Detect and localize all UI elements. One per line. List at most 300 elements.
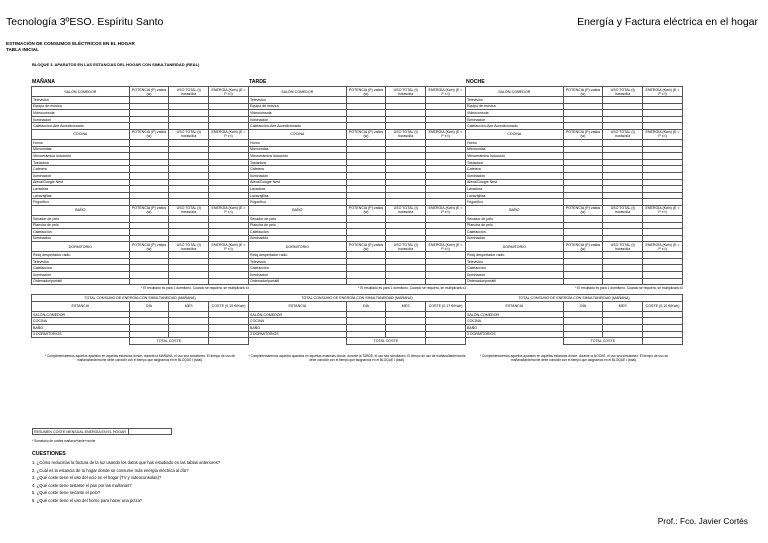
uso-cell[interactable] xyxy=(169,159,209,166)
potencia-cell[interactable] xyxy=(563,139,603,146)
dia-cell[interactable] xyxy=(346,325,386,332)
uso-cell[interactable] xyxy=(169,235,209,242)
total-coste-cell[interactable] xyxy=(643,338,683,345)
energia-cell[interactable] xyxy=(643,278,683,285)
uso-cell[interactable] xyxy=(386,139,426,146)
energia-cell[interactable] xyxy=(426,116,466,123)
uso-cell[interactable] xyxy=(169,166,209,173)
energia-cell[interactable] xyxy=(643,159,683,166)
potencia-cell[interactable] xyxy=(129,192,169,199)
uso-cell[interactable] xyxy=(386,229,426,236)
uso-cell[interactable] xyxy=(603,222,643,229)
energia-cell[interactable] xyxy=(209,179,249,186)
totals-row-label: 3 DORMITORIOS xyxy=(249,331,347,338)
potencia-cell[interactable] xyxy=(346,179,386,186)
appliance-label: Calefacción xyxy=(466,265,564,272)
dia-cell[interactable] xyxy=(129,331,169,338)
section-header: DORMITORIO xyxy=(249,242,347,252)
energia-cell[interactable] xyxy=(643,215,683,222)
uso-cell[interactable] xyxy=(169,172,209,179)
section-header: BAÑO xyxy=(466,205,564,215)
appliance-label: Cafetera xyxy=(466,166,564,173)
uso-cell[interactable] xyxy=(386,222,426,229)
potencia-cell[interactable] xyxy=(129,235,169,242)
energia-cell[interactable] xyxy=(209,110,249,117)
estimation-table xyxy=(248,86,466,285)
appliance-label: Calefacción-Aire Acondicionado xyxy=(32,123,130,130)
energia-cell[interactable] xyxy=(426,97,466,104)
uso-cell[interactable] xyxy=(603,166,643,173)
potencia-cell[interactable] xyxy=(563,146,603,153)
resumen-note: * Sumatorio de costes mañana+tarde+noche xyxy=(32,439,96,443)
header-energia: ENERGÍA (Kwh) (E = P x t) xyxy=(643,87,683,97)
energia-cell[interactable] xyxy=(426,146,466,153)
potencia-cell[interactable] xyxy=(563,116,603,123)
uso-cell[interactable] xyxy=(386,199,426,206)
potencia-cell[interactable] xyxy=(129,179,169,186)
potencia-cell[interactable] xyxy=(129,159,169,166)
potencia-cell[interactable] xyxy=(129,110,169,117)
uso-cell[interactable] xyxy=(169,139,209,146)
energia-cell[interactable] xyxy=(426,229,466,236)
dia-cell[interactable] xyxy=(346,311,386,318)
uso-cell[interactable] xyxy=(169,229,209,236)
energia-cell[interactable] xyxy=(643,123,683,130)
uso-cell[interactable] xyxy=(169,116,209,123)
energia-cell[interactable] xyxy=(426,278,466,285)
potencia-cell[interactable] xyxy=(563,186,603,193)
energia-cell[interactable] xyxy=(643,258,683,265)
totals-row-label: 3 DORMITORIOS xyxy=(466,331,564,338)
mes-cell[interactable] xyxy=(603,318,643,325)
uso-cell[interactable] xyxy=(603,146,643,153)
uso-cell[interactable] xyxy=(603,258,643,265)
coste-cell[interactable] xyxy=(426,325,466,332)
potencia-cell[interactable] xyxy=(346,172,386,179)
energia-cell[interactable] xyxy=(643,192,683,199)
mes-cell[interactable] xyxy=(386,318,426,325)
uso-cell[interactable] xyxy=(386,252,426,259)
uso-cell[interactable] xyxy=(169,97,209,104)
header-energia: ENERGÍA (Kwh) (E = P x t) xyxy=(643,242,683,252)
uso-cell[interactable] xyxy=(603,272,643,279)
energia-cell[interactable] xyxy=(643,166,683,173)
potencia-cell[interactable] xyxy=(129,199,169,206)
uso-cell[interactable] xyxy=(386,186,426,193)
energia-cell[interactable] xyxy=(426,272,466,279)
energia-cell[interactable] xyxy=(209,166,249,173)
uso-cell[interactable] xyxy=(169,272,209,279)
energia-cell[interactable] xyxy=(426,179,466,186)
potencia-cell[interactable] xyxy=(563,172,603,179)
uso-cell[interactable] xyxy=(603,116,643,123)
potencia-cell[interactable] xyxy=(563,199,603,206)
potencia-cell[interactable] xyxy=(563,278,603,285)
energia-cell[interactable] xyxy=(426,265,466,272)
potencia-cell[interactable] xyxy=(346,192,386,199)
mes-cell[interactable] xyxy=(169,331,209,338)
potencia-cell[interactable] xyxy=(129,215,169,222)
potencia-cell[interactable] xyxy=(346,103,386,110)
potencia-cell[interactable] xyxy=(129,97,169,104)
potencia-cell[interactable] xyxy=(563,97,603,104)
potencia-cell[interactable] xyxy=(129,103,169,110)
energia-cell[interactable] xyxy=(643,179,683,186)
energia-cell[interactable] xyxy=(209,97,249,104)
energia-cell[interactable] xyxy=(643,103,683,110)
potencia-cell[interactable] xyxy=(346,229,386,236)
energia-cell[interactable] xyxy=(426,199,466,206)
potencia-cell[interactable] xyxy=(563,153,603,160)
potencia-cell[interactable] xyxy=(346,123,386,130)
potencia-cell[interactable] xyxy=(563,215,603,222)
question-item: 6. ¿Qué coste tiene el uso del horno para hacer una pizza? xyxy=(32,497,143,503)
potencia-cell[interactable] xyxy=(563,252,603,259)
potencia-cell[interactable] xyxy=(563,272,603,279)
uso-cell[interactable] xyxy=(603,97,643,104)
coste-cell[interactable] xyxy=(643,331,683,338)
potencia-cell[interactable] xyxy=(346,153,386,160)
totals-title: TOTAL CONSUMO DE ENERGÍA CON SIMULTANEIDAD (MAÑANA) xyxy=(466,295,683,302)
energia-cell[interactable] xyxy=(209,235,249,242)
uso-cell[interactable] xyxy=(386,192,426,199)
uso-cell[interactable] xyxy=(603,123,643,130)
header-uso: USO TOTAL (t) horas/día xyxy=(603,242,643,252)
uso-cell[interactable] xyxy=(603,199,643,206)
totals-row-label: SALÓN-COMEDOR xyxy=(32,311,130,318)
energia-cell[interactable] xyxy=(643,186,683,193)
potencia-cell[interactable] xyxy=(346,186,386,193)
uso-cell[interactable] xyxy=(386,278,426,285)
potencia-cell[interactable] xyxy=(346,97,386,104)
potencia-cell[interactable] xyxy=(346,272,386,279)
uso-cell[interactable] xyxy=(169,222,209,229)
uso-cell[interactable] xyxy=(603,192,643,199)
uso-cell[interactable] xyxy=(386,159,426,166)
header-energia: ENERGÍA (Kwh) (E = P x t) xyxy=(426,129,466,139)
coste-cell[interactable] xyxy=(209,331,249,338)
potencia-cell[interactable] xyxy=(563,258,603,265)
question-item: 5. ¿Qué coste tiene secarse el pelo? xyxy=(32,490,101,496)
note-multiply: * El resultado es para 1 dormitorio. Cuando se requiera, se multiplicará x3 xyxy=(141,286,249,291)
uso-cell[interactable] xyxy=(603,215,643,222)
uso-cell[interactable] xyxy=(386,146,426,153)
energia-cell[interactable] xyxy=(643,235,683,242)
energia-cell[interactable] xyxy=(209,153,249,160)
energia-cell[interactable] xyxy=(209,229,249,236)
potencia-cell[interactable] xyxy=(563,265,603,272)
uso-cell[interactable] xyxy=(386,153,426,160)
appliance-label: Iluminación xyxy=(466,172,564,179)
uso-cell[interactable] xyxy=(169,153,209,160)
uso-cell[interactable] xyxy=(386,179,426,186)
mes-cell[interactable] xyxy=(169,311,209,318)
energia-cell[interactable] xyxy=(209,199,249,206)
potencia-cell[interactable] xyxy=(346,116,386,123)
coste-cell[interactable] xyxy=(643,325,683,332)
energia-cell[interactable] xyxy=(426,159,466,166)
energia-cell[interactable] xyxy=(209,222,249,229)
uso-cell[interactable] xyxy=(603,278,643,285)
energia-cell[interactable] xyxy=(643,252,683,259)
dia-cell[interactable] xyxy=(346,331,386,338)
totals-estancia-header: ESTANCIA xyxy=(32,301,130,311)
energia-cell[interactable] xyxy=(643,265,683,272)
potencia-cell[interactable] xyxy=(129,146,169,153)
energia-cell[interactable] xyxy=(426,110,466,117)
uso-cell[interactable] xyxy=(169,146,209,153)
uso-cell[interactable] xyxy=(386,116,426,123)
totals-row-label: COCINA xyxy=(32,318,130,325)
uso-cell[interactable] xyxy=(169,110,209,117)
potencia-cell[interactable] xyxy=(129,222,169,229)
potencia-cell[interactable] xyxy=(563,179,603,186)
energia-cell[interactable] xyxy=(643,110,683,117)
header-uso: USO TOTAL (t) horas/día xyxy=(386,129,426,139)
energia-cell[interactable] xyxy=(209,103,249,110)
uso-cell[interactable] xyxy=(169,192,209,199)
uso-cell[interactable] xyxy=(603,252,643,259)
energia-cell[interactable] xyxy=(426,215,466,222)
uso-cell[interactable] xyxy=(603,179,643,186)
uso-cell[interactable] xyxy=(169,265,209,272)
dia-cell[interactable] xyxy=(346,318,386,325)
energia-cell[interactable] xyxy=(426,123,466,130)
energia-cell[interactable] xyxy=(209,186,249,193)
uso-cell[interactable] xyxy=(169,179,209,186)
potencia-cell[interactable] xyxy=(346,222,386,229)
uso-cell[interactable] xyxy=(169,199,209,206)
potencia-cell[interactable] xyxy=(563,235,603,242)
potencia-cell[interactable] xyxy=(563,159,603,166)
uso-cell[interactable] xyxy=(386,166,426,173)
dia-cell[interactable] xyxy=(563,325,603,332)
potencia-cell[interactable] xyxy=(129,258,169,265)
dia-cell[interactable] xyxy=(129,325,169,332)
potencia-cell[interactable] xyxy=(129,272,169,279)
energia-cell[interactable] xyxy=(426,172,466,179)
mes-cell[interactable] xyxy=(603,331,643,338)
energia-cell[interactable] xyxy=(643,172,683,179)
mes-cell[interactable] xyxy=(169,325,209,332)
potencia-cell[interactable] xyxy=(563,166,603,173)
energia-cell[interactable] xyxy=(209,272,249,279)
coste-cell[interactable] xyxy=(426,331,466,338)
appliance-label: Cafetera xyxy=(32,166,130,173)
energia-cell[interactable] xyxy=(426,235,466,242)
energia-cell[interactable] xyxy=(209,265,249,272)
uso-cell[interactable] xyxy=(603,186,643,193)
potencia-cell[interactable] xyxy=(346,199,386,206)
coste-cell[interactable] xyxy=(209,318,249,325)
energia-cell[interactable] xyxy=(209,139,249,146)
coste-cell[interactable] xyxy=(426,318,466,325)
mes-cell[interactable] xyxy=(386,311,426,318)
energia-cell[interactable] xyxy=(643,272,683,279)
energia-cell[interactable] xyxy=(426,192,466,199)
potencia-cell[interactable] xyxy=(129,166,169,173)
potencia-cell[interactable] xyxy=(346,278,386,285)
resumen-value-cell[interactable] xyxy=(129,429,172,435)
header-energia: ENERGÍA (Kwh) (E = P x t) xyxy=(643,205,683,215)
uso-cell[interactable] xyxy=(603,229,643,236)
uso-cell[interactable] xyxy=(603,265,643,272)
potencia-cell[interactable] xyxy=(129,116,169,123)
uso-cell[interactable] xyxy=(169,123,209,130)
potencia-cell[interactable] xyxy=(129,265,169,272)
potencia-cell[interactable] xyxy=(346,235,386,242)
column-2 xyxy=(465,79,683,362)
dia-cell[interactable] xyxy=(563,318,603,325)
energia-cell[interactable] xyxy=(426,153,466,160)
question-item: 3. ¿Qué coste tiene el uso del ocio en el hogar (TV y videoconsolas)? xyxy=(32,475,162,481)
uso-cell[interactable] xyxy=(603,139,643,146)
uso-cell[interactable] xyxy=(603,235,643,242)
potencia-cell[interactable] xyxy=(129,139,169,146)
potencia-cell[interactable] xyxy=(346,215,386,222)
energia-cell[interactable] xyxy=(643,146,683,153)
energia-cell[interactable] xyxy=(209,215,249,222)
energia-cell[interactable] xyxy=(426,139,466,146)
header-uso: USO TOTAL (t) horas/día xyxy=(603,129,643,139)
uso-cell[interactable] xyxy=(603,153,643,160)
energia-cell[interactable] xyxy=(643,222,683,229)
uso-cell[interactable] xyxy=(386,103,426,110)
uso-cell[interactable] xyxy=(169,252,209,259)
disclaimer: * Cumplimentaremos aquellos aparatos en aquellas estancias donde, durante la TARDE, el uso sea simultáneo. El tiempo de uso de mañana/tarde/noche debe coincidir con el tiempo que asignamos en el BLOQUE I (total). xyxy=(248,353,466,363)
uso-cell[interactable] xyxy=(603,159,643,166)
appliance-label: Televisión xyxy=(249,97,347,104)
dia-cell[interactable] xyxy=(563,331,603,338)
potencia-cell[interactable] xyxy=(563,229,603,236)
uso-cell[interactable] xyxy=(386,97,426,104)
mes-cell[interactable] xyxy=(169,318,209,325)
energia-cell[interactable] xyxy=(209,278,249,285)
potencia-cell[interactable] xyxy=(129,172,169,179)
energia-cell[interactable] xyxy=(426,186,466,193)
uso-cell[interactable] xyxy=(169,258,209,265)
uso-cell[interactable] xyxy=(386,123,426,130)
energia-cell[interactable] xyxy=(426,103,466,110)
estimation-table xyxy=(31,86,249,285)
energia-cell[interactable] xyxy=(209,159,249,166)
uso-cell[interactable] xyxy=(386,258,426,265)
potencia-cell[interactable] xyxy=(346,166,386,173)
mes-cell[interactable] xyxy=(603,325,643,332)
uso-cell[interactable] xyxy=(169,278,209,285)
energia-cell[interactable] xyxy=(643,229,683,236)
energia-cell[interactable] xyxy=(209,123,249,130)
dia-cell[interactable] xyxy=(563,311,603,318)
energia-cell[interactable] xyxy=(209,172,249,179)
energia-cell[interactable] xyxy=(426,166,466,173)
appliance-label: Horno xyxy=(32,139,130,146)
energia-cell[interactable] xyxy=(643,97,683,104)
potencia-cell[interactable] xyxy=(563,123,603,130)
coste-cell[interactable] xyxy=(643,318,683,325)
mes-cell[interactable] xyxy=(386,325,426,332)
uso-cell[interactable] xyxy=(386,235,426,242)
energia-cell[interactable] xyxy=(209,192,249,199)
mes-cell[interactable] xyxy=(603,311,643,318)
uso-cell[interactable] xyxy=(386,110,426,117)
mes-cell[interactable] xyxy=(386,331,426,338)
uso-cell[interactable] xyxy=(386,215,426,222)
energia-cell[interactable] xyxy=(209,258,249,265)
total-coste-cell[interactable] xyxy=(209,338,249,345)
uso-cell[interactable] xyxy=(169,186,209,193)
potencia-cell[interactable] xyxy=(129,153,169,160)
potencia-cell[interactable] xyxy=(563,192,603,199)
appliance-label: Secador de pelo xyxy=(249,215,347,222)
potencia-cell[interactable] xyxy=(346,258,386,265)
potencia-cell[interactable] xyxy=(346,110,386,117)
potencia-cell[interactable] xyxy=(346,146,386,153)
potencia-cell[interactable] xyxy=(129,252,169,259)
totals-row-label: SALÓN-COMEDOR xyxy=(249,311,347,318)
potencia-cell[interactable] xyxy=(346,159,386,166)
appliance-label: Iluminación xyxy=(32,235,130,242)
energia-cell[interactable] xyxy=(426,222,466,229)
header-energia: ENERGÍA (Kwh) (E = P x t) xyxy=(426,205,466,215)
subtitle-1: ESTIMACIÓN DE CONSUMOS ELÉCTRICOS EN EL HOGAR xyxy=(6,41,135,46)
total-coste-cell[interactable] xyxy=(426,338,466,345)
potencia-cell[interactable] xyxy=(129,123,169,130)
uso-cell[interactable] xyxy=(603,172,643,179)
energia-cell[interactable] xyxy=(643,199,683,206)
uso-cell[interactable] xyxy=(386,172,426,179)
section-header: BAÑO xyxy=(32,205,130,215)
energia-cell[interactable] xyxy=(426,258,466,265)
coste-cell[interactable] xyxy=(209,311,249,318)
potencia-cell[interactable] xyxy=(563,222,603,229)
appliance-label: Calefacción xyxy=(249,265,347,272)
potencia-cell[interactable] xyxy=(129,186,169,193)
coste-cell[interactable] xyxy=(209,325,249,332)
potencia-cell[interactable] xyxy=(129,278,169,285)
potencia-cell[interactable] xyxy=(346,265,386,272)
uso-cell[interactable] xyxy=(386,272,426,279)
energia-cell[interactable] xyxy=(209,252,249,259)
energia-cell[interactable] xyxy=(426,252,466,259)
coste-cell[interactable] xyxy=(426,311,466,318)
totals-row-label: SALÓN-COMEDOR xyxy=(466,311,564,318)
energia-cell[interactable] xyxy=(643,153,683,160)
appliance-label: Iluminación xyxy=(249,172,347,179)
uso-cell[interactable] xyxy=(603,110,643,117)
potencia-cell[interactable] xyxy=(563,103,603,110)
coste-cell[interactable] xyxy=(643,311,683,318)
potencia-cell[interactable] xyxy=(346,139,386,146)
energia-cell[interactable] xyxy=(209,116,249,123)
dia-cell[interactable] xyxy=(129,318,169,325)
potencia-cell[interactable] xyxy=(346,252,386,259)
header-energia: ENERGÍA (Kwh) (E = P x t) xyxy=(209,242,249,252)
energia-cell[interactable] xyxy=(643,116,683,123)
energia-cell[interactable] xyxy=(209,146,249,153)
potencia-cell[interactable] xyxy=(563,110,603,117)
totals-row-label: 3 DORMITORIOS xyxy=(32,331,130,338)
potencia-cell[interactable] xyxy=(129,229,169,236)
totals-title: TOTAL CONSUMO DE ENERGÍA CON SIMULTANEIDAD (MAÑANA) xyxy=(249,295,466,302)
total-coste-label: TOTAL COSTE xyxy=(129,338,208,345)
energia-cell[interactable] xyxy=(643,139,683,146)
uso-cell[interactable] xyxy=(169,215,209,222)
uso-cell[interactable] xyxy=(169,103,209,110)
uso-cell[interactable] xyxy=(386,265,426,272)
dia-cell[interactable] xyxy=(129,311,169,318)
uso-cell[interactable] xyxy=(603,103,643,110)
